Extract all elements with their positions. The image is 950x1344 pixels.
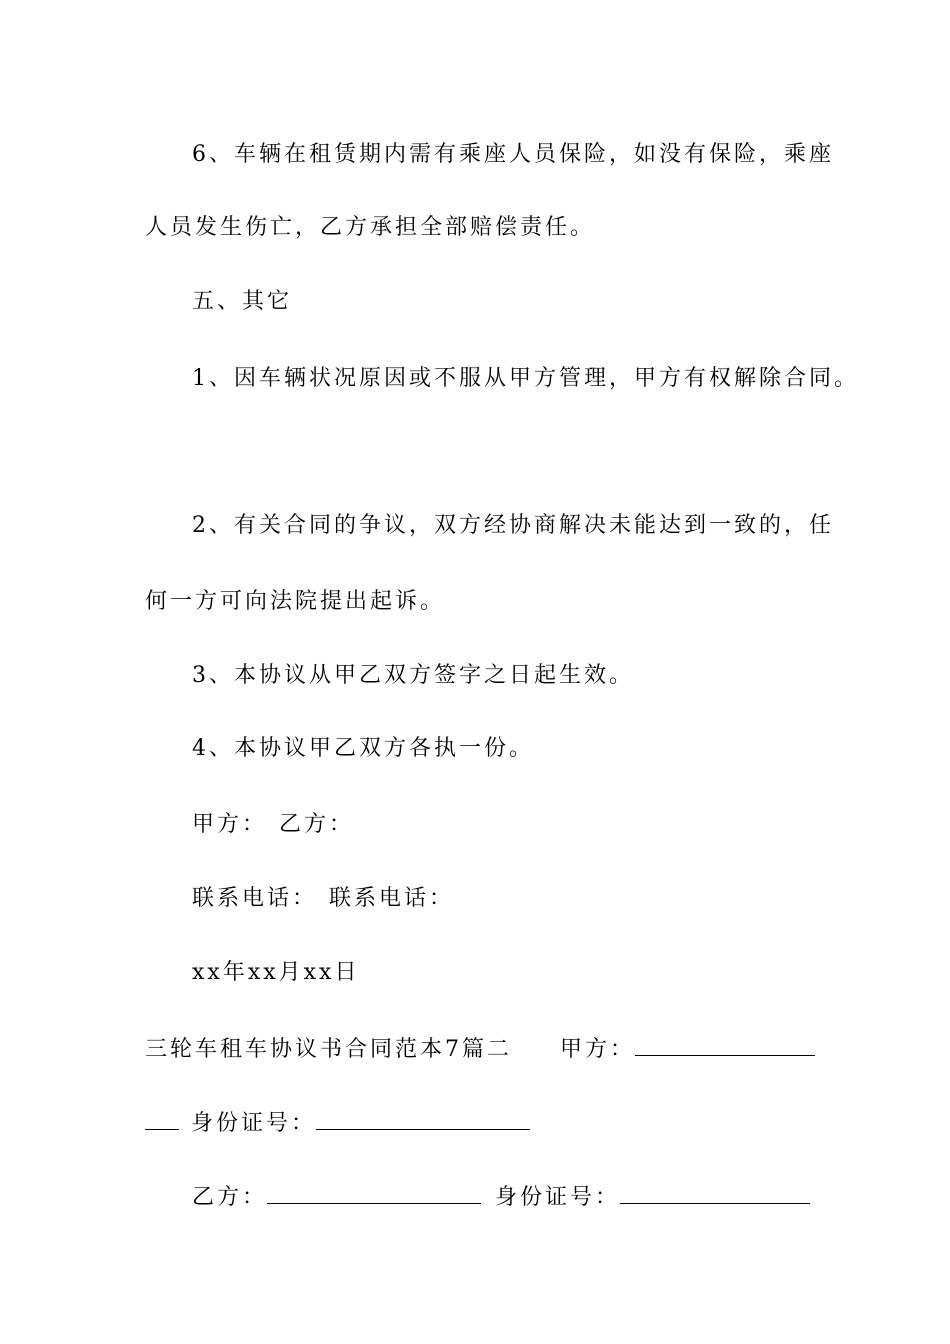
id-number-blank-1 bbox=[316, 1107, 530, 1130]
contract-2-header-line bbox=[145, 1033, 815, 1065]
party-b-label: 乙方： bbox=[279, 812, 355, 837]
contract-2-title: 三轮车租车协议书合同范本7篇二 bbox=[145, 1037, 512, 1062]
section-5-heading: 五、其它 bbox=[192, 289, 293, 314]
paragraph-6-line-1: 6、车辆在租赁期内需有乘座人员保险，如没有保险，乘座 bbox=[192, 142, 834, 167]
party-a-label-2: 甲方： bbox=[560, 1037, 636, 1062]
party-a-blank bbox=[635, 1033, 815, 1056]
party-a-label: 甲方： bbox=[192, 812, 268, 837]
signature-parties-line bbox=[192, 810, 354, 840]
party-b-blank bbox=[267, 1181, 481, 1204]
phone-label-b: 联系电话： bbox=[329, 886, 455, 911]
item-2-line-1: 2、有关合同的争议，双方经协商解决未能达到一致的，任 bbox=[192, 513, 834, 538]
item-3: 3、本协议从甲乙双方签字之日起生效。 bbox=[192, 663, 634, 688]
party-b-label-2: 乙方： bbox=[192, 1185, 268, 1210]
item-1: 1、因车辆状况原因或不服从甲方管理，甲方有权解除合同。 bbox=[192, 366, 859, 391]
date-line: xx年xx月xx日 bbox=[192, 960, 360, 985]
id-label-2: 身份证号： bbox=[495, 1185, 621, 1210]
id-number-line-1 bbox=[145, 1107, 530, 1139]
party-b-id-line bbox=[192, 1181, 810, 1213]
id-number-blank-2 bbox=[620, 1181, 810, 1204]
item-2-line-2: 何一方可向法院提出起诉。 bbox=[145, 589, 446, 614]
contact-phone-line bbox=[192, 884, 454, 914]
phone-label-a: 联系电话： bbox=[192, 886, 318, 911]
id-label-1: 身份证号： bbox=[191, 1111, 317, 1136]
paragraph-6-line-2: 人员发生伤亡，乙方承担全部赔偿责任。 bbox=[145, 215, 596, 240]
item-4: 4、本协议甲乙双方各执一份。 bbox=[192, 736, 534, 761]
party-a-blank-continued bbox=[145, 1107, 179, 1130]
